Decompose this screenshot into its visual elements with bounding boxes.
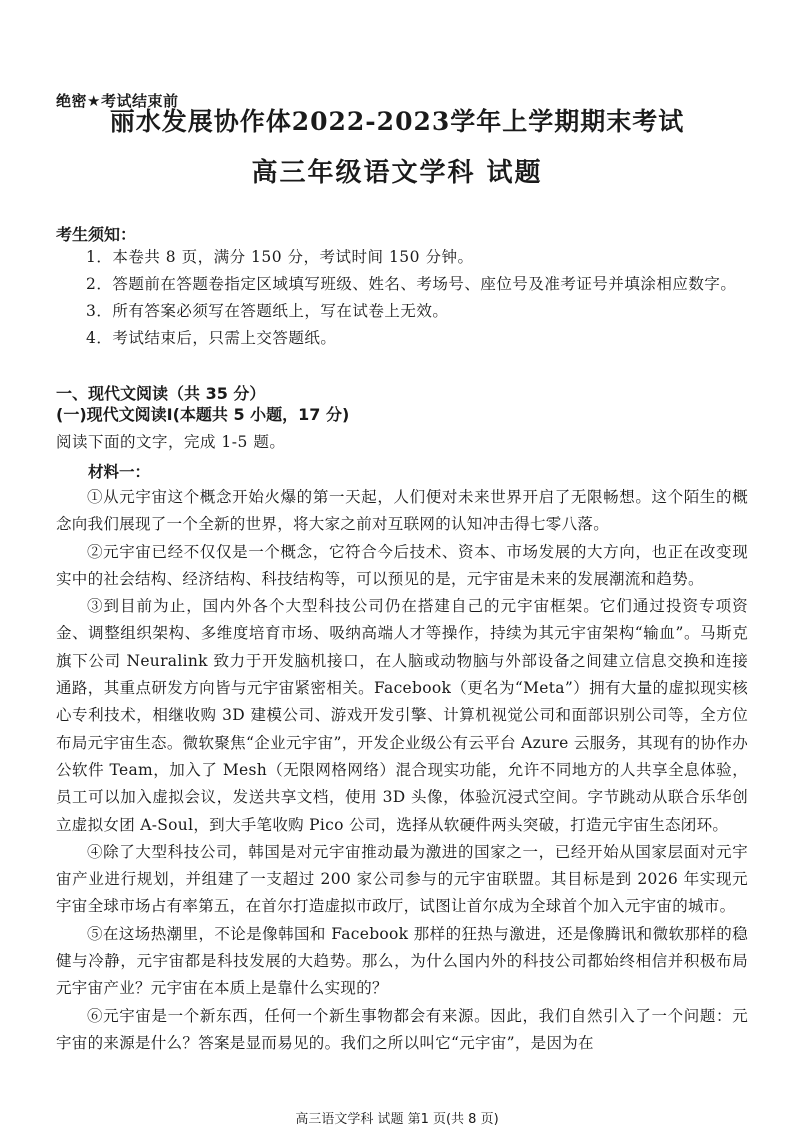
notice-item: 3．所有答案必须写在答题纸上，写在试卷上无效。 — [86, 302, 449, 320]
notice-item: 2．答题前在答题卷指定区域填写班级、姓名、考场号、座位号及准考证号并填涂相应数字。 — [86, 275, 737, 293]
section-heading: 一、现代文阅读（共 35 分） — [56, 384, 266, 403]
paragraph: ⑤在这场热潮里，不论是像韩国和 Facebook 那样的狂热与激进，还是像腾讯和微软那样的稳健与冷静，元宇宙都是科技发展的大趋势。那么，为什么国内外的科技公司都始终相信并积极布局元宇宙产业？元宇宙在本质上是靠什么实现的？ — [56, 924, 748, 998]
reading-instruction: 阅读下面的文字，完成 1-5 题。 — [56, 433, 286, 451]
paragraph: ③到目前为止，国内外各个大型科技公司仍在搭建自己的元宇宙框架。它们通过投资专项资金、调整组织架构、多维度培育市场、吸纳高端人才等操作，持续为其元宇宙架构“输血”。马斯克旗下公司 Neuralink 致力于开发脑机接口，在人脑或动物脑与外部设备之间建立信息交换和连接通路，其重点研发方向皆与元宇宙紧密相关。Facebook（更名为“Meta”）拥有大量的虚拟现实核心专利技术，相继收购 3D 建模公司、游戏开发引擎、计算机视觉公司和面部识别公司等，全方位布局元宇宙生态。微软聚焦“企业元宇宙”，开发企业级公有云平台 Azure 云服务，其现有的协作办公软件 Team，加入了 Mesh（无限网格网络）混合现实功能，允许不同地方的人共享全息体验，员工可以加入虚拟会议，发送共享文档，使用 3D 头像，体验沉浸式空间。字节跳动从联合乐华创立虚拟女团 A-Soul，到大手笔收购 Pico 公司，选择从软硬件两头突破，打造元宇宙生态闭环。 — [56, 597, 748, 834]
paragraph: ②元宇宙已经不仅仅是一个概念，它符合今后技术、资本、市场发展的大方向，也正在改变现实中的社会结构、经济结构、科技结构等，可以预见的是，元宇宙是未来的发展潮流和趋势。 — [56, 542, 748, 588]
material-label: 材料一： — [88, 463, 151, 481]
page-footer: 高三语文学科 试题 第1 页(共 8 页) — [295, 1112, 499, 1127]
notice-item: 1．本卷共 8 页，满分 150 分，考试时间 150 分钟。 — [86, 248, 474, 266]
notice-item: 4．考试结束后，只需上交答题纸。 — [86, 329, 337, 347]
secret-mark: 绝密★考试结束前 — [56, 92, 179, 110]
subsection-heading: (一)现代文阅读Ⅰ(本题共 5 小题，17 分) — [56, 405, 350, 424]
paragraph: ⑥元宇宙是一个新东西，任何一个新生事物都会有来源。因此，我们自然引入了一个问题：元宇宙的来源是什么？答案是显而易见的。我们之所以叫它“元宇宙”，是因为在 — [56, 1006, 748, 1052]
notice-list — [56, 244, 746, 352]
material-body — [56, 484, 748, 1057]
exam-title: 丽水发展协作体2022-2023学年上学期期末考试 — [109, 107, 685, 136]
paragraph: ④除了大型科技公司，韩国是对元宇宙推动最为激进的国家之一，已经开始从国家层面对元宇宙产业进行规划，并组建了一支超过 200 家公司参与的元宇宙联盟。其目标是到 2026 年实现元宇宙全球市场占有率第五，在首尔打造虚拟市政厅，试图让首尔成为全球首个加入元宇宙的城市。 — [56, 842, 748, 916]
paragraph: ①从元宇宙这个概念开始火爆的第一天起，人们便对未来世界开启了无限畅想。这个陌生的概念向我们展现了一个全新的世界，将大家之前对互联网的认知冲击得七零八落。 — [56, 488, 748, 534]
notice-heading: 考生须知： — [56, 225, 137, 244]
exam-subtitle: 高三年级语文学科 试题 — [251, 158, 543, 188]
